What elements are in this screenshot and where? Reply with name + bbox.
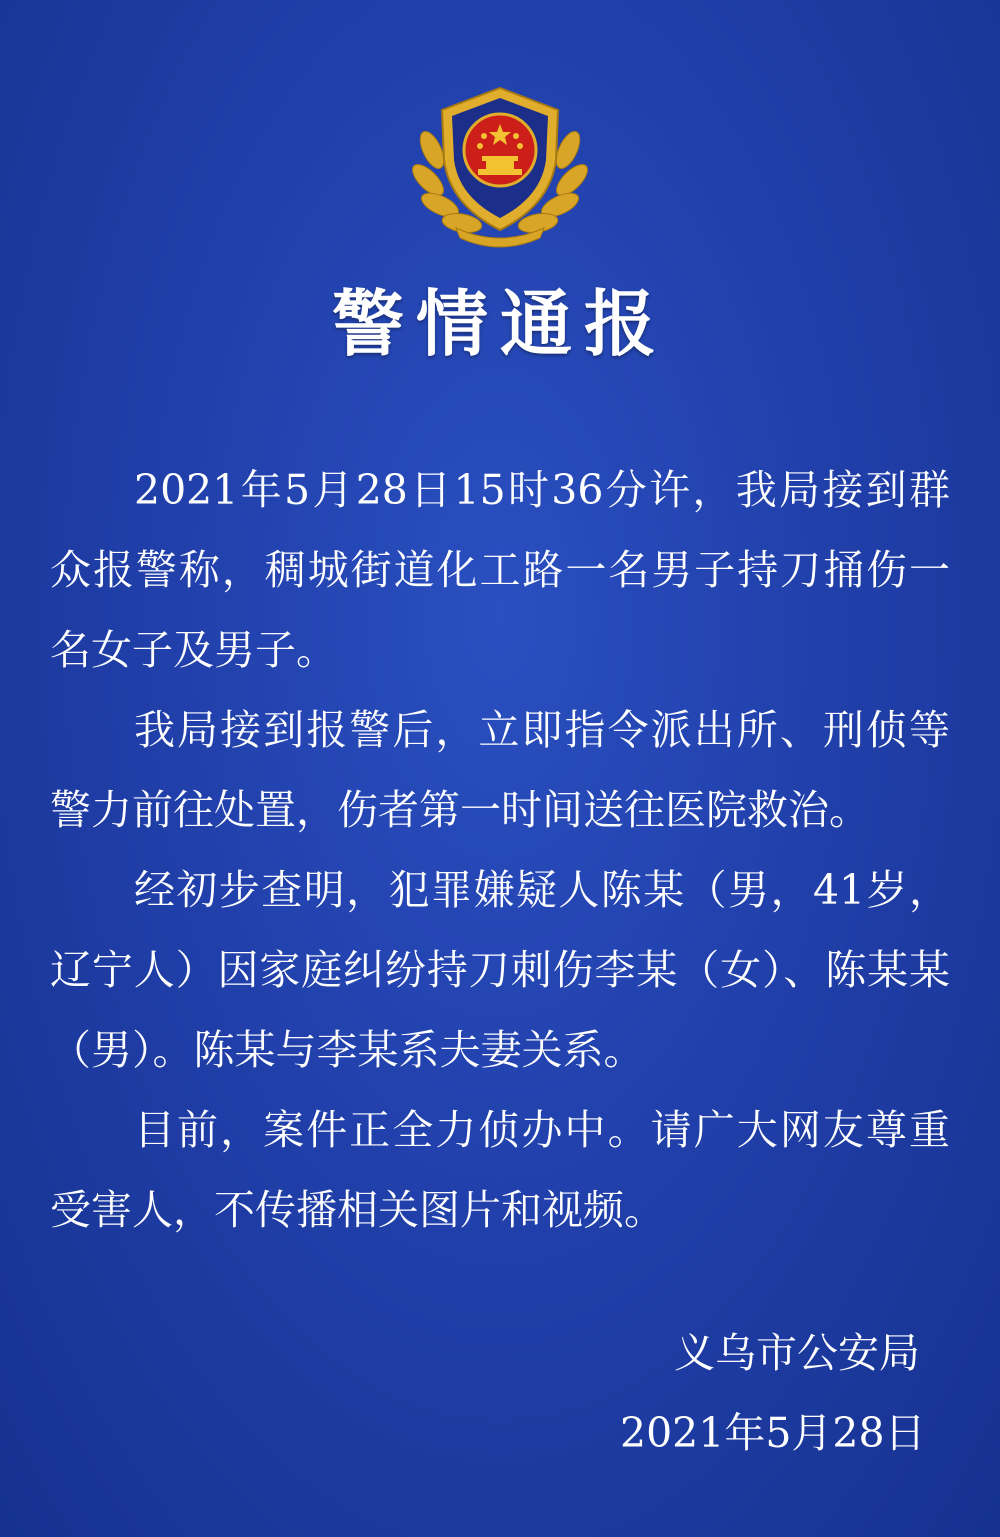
paragraph-findings: 经初步查明，犯罪嫌疑人陈某（男，41岁，辽宁人）因家庭纠纷持刀刺伤李某（女）、陈某某（男）。陈某与李某系夫妻关系。 bbox=[50, 866, 950, 1074]
paragraph-incident: 2021年5月28日15时36分许，我局接到群众报警称，稠城街道化工路一名男子持刀捅伤一名女子及男子。 bbox=[50, 466, 950, 674]
paragraph-appeal: 目前，案件正全力侦办中。请广大网友尊重受害人，不传播相关图片和视频。 bbox=[50, 1106, 950, 1234]
notice-body bbox=[50, 450, 950, 1250]
signature-block bbox=[620, 1313, 926, 1473]
issuer-name: 义乌市公安局 bbox=[674, 1329, 920, 1377]
issue-date: 2021年5月28日 bbox=[620, 1409, 926, 1457]
paragraph-response: 我局接到报警后，立即指令派出所、刑侦等警力前往处置，伤者第一时间送往医院救治。 bbox=[50, 706, 950, 834]
notice-title: 警情通报 bbox=[331, 282, 668, 366]
police-emblem-icon bbox=[410, 80, 590, 250]
